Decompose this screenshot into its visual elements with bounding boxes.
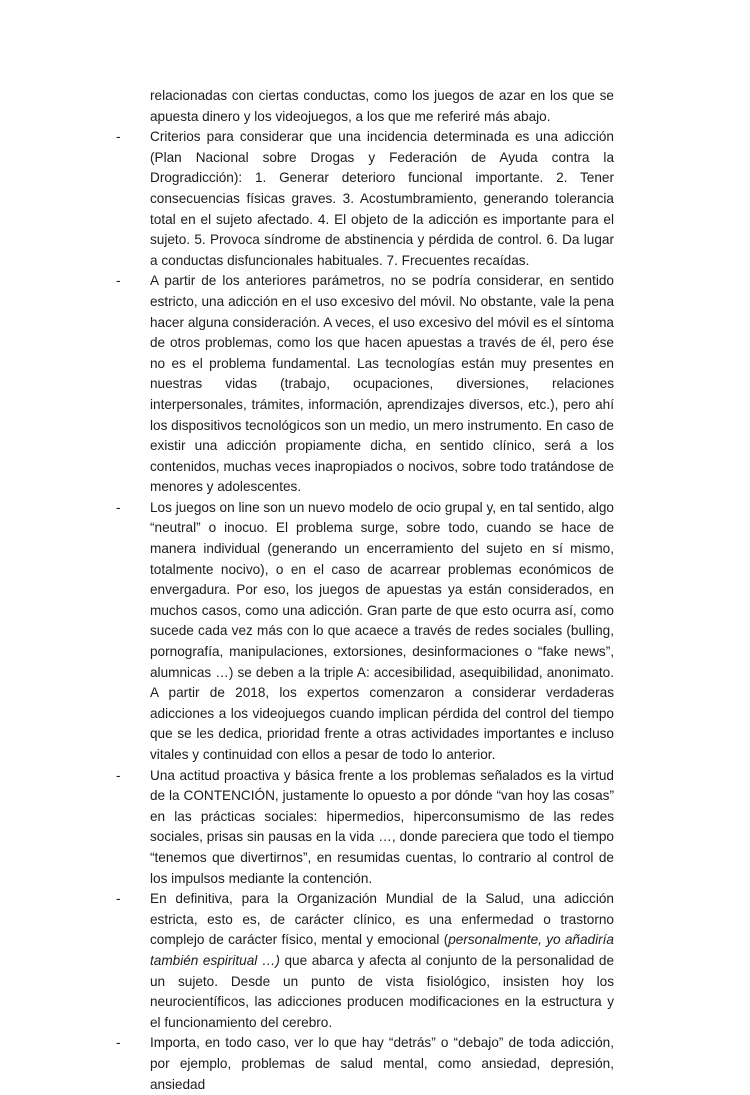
continuation-paragraph: relacionadas con ciertas conductas, como los juegos de azar en los que se apuesta dinero y los videojuegos, a los que me referiré más abajo. <box>150 88 614 124</box>
bullet-text: Una actitud proactiva y básica frente a los problemas señalados es la virtud de la CONTENCIÓN, justamente lo opuesto a por dónde “van hoy las cosas” en las prácticas sociales: hipermedios, hiperconsumismo de las redes sociales, prisas sin pausas en la vida …, donde pareciera que todo el tiempo “tenemos que divertirnos”, en resumidas cuentas, lo contrario al control de los impulsos mediante la contención. <box>150 767 614 886</box>
bullet-dash: - <box>116 499 121 515</box>
bullet-text: Los juegos on line son un nuevo modelo de ocio grupal y, en tal sentido, algo “neutral” o inocuo. El problema surge, sobre todo, cuando se hace de manera individual (generando un encerramiento del sujeto en sí mismo, totalmente nocivo), o en el caso de acarrear problemas económicos de envergadura. Por eso, los juegos de apuestas ya están considerados, en muchos casos, como una adicción. Gran parte de que esto ocurra así, como sucede cada vez más con lo que acaece a través de redes sociales (bulling, pornografía, manipulaciones, extorsiones, desinformaciones o “fake news”, alumnicas …) se deben a la triple A: accesibilidad, asequibilidad, anonimato. A partir de 2018, los expertos comenzaron a considerar verdaderas adicciones a los videojuegos cuando implican pérdida del control del tiempo que se les dedica, prioridad frente a otras actividades importantes e incluso vitales y continuidad con ellos a pesar de todo lo anterior. <box>150 499 614 762</box>
bullet-item-criteria <box>116 127 614 271</box>
bullet-dash: - <box>116 767 121 783</box>
bullet-text: Criterios para considerar que una incidencia determinada es una adicción (Plan Nacional sobre Drogas y Federación de Ayuda contra la Drogradicción): 1. Generar deterioro funcional importante. 2. Tener consecuencias físicas graves. 3. Acostumbramiento, generando tolerancia total en el sujeto afectado. 4. El objeto de la adicción es importante para el sujeto. 5. Provoca síndrome de abstinencia y pérdida de control. 6. Da lugar a conductas disfuncionales habituales. 7. Frecuentes recaídas. <box>150 129 614 268</box>
bullet-text: Importa, en todo caso, ver lo que hay “detrás” o “debajo” de toda adicción, por ejemplo, problemas de salud mental, como ansiedad, depresión, ansiedad <box>150 1035 614 1092</box>
bullet-dash: - <box>116 273 121 289</box>
bullet-dash: - <box>116 129 121 145</box>
text-after-italic: que abarca y afecta al conjunto de la personalidad de un sujeto. Desde un punto de vista fisiológico, insisten hoy los neurocientíficos, las adicciones producen modificaciones en la estructura y el funcionamiento del cerebro. <box>150 952 615 1030</box>
bullet-item-mobile <box>116 271 614 498</box>
bullet-text: A partir de los anteriores parámetros, no se podría considerar, en sentido estricto, una adicción en el uso excesivo del móvil. No obstante, vale la pena hacer alguna consideración. A veces, el uso excesivo del móvil es el síntoma de otros problemas, como los que hacen apuestas a través de él, pero ése no es el problema fundamental. Las tecnologías están muy presentes en nuestras vidas (trabajo, ocupaciones, diversiones, relaciones interpersonales, trámites, información, aprendizajes diversos, etc.), pero ahí los dispositivos tecnológicos son un medio, un mero instrumento. En caso de existir una adicción propiamente dicha, en sentido clínico, será a los contenidos, muchas veces inapropiados o nocivos, sobre todo tratándose de menores y adolescentes. <box>150 273 614 495</box>
bullet-dash: - <box>116 1035 121 1051</box>
bullet-dash: - <box>116 891 121 907</box>
text-before-italic: En definitiva, para la Organización Mundial de la Salud, una adicción estricta, esto es, de carácter clínico, es una enfermedad o trastorno complejo de carácter físico, mental y emocional ( <box>150 891 614 948</box>
bullet-item-online-games <box>116 498 614 766</box>
bullet-item-who-definition <box>116 889 615 1033</box>
bullet-item-contention <box>116 766 614 890</box>
bullet-text <box>150 889 614 1033</box>
italic-aside: personalmente, yo añadiría también espiritual …) <box>150 932 614 968</box>
document-body <box>116 86 615 1095</box>
bullet-item-underlying <box>116 1033 614 1095</box>
